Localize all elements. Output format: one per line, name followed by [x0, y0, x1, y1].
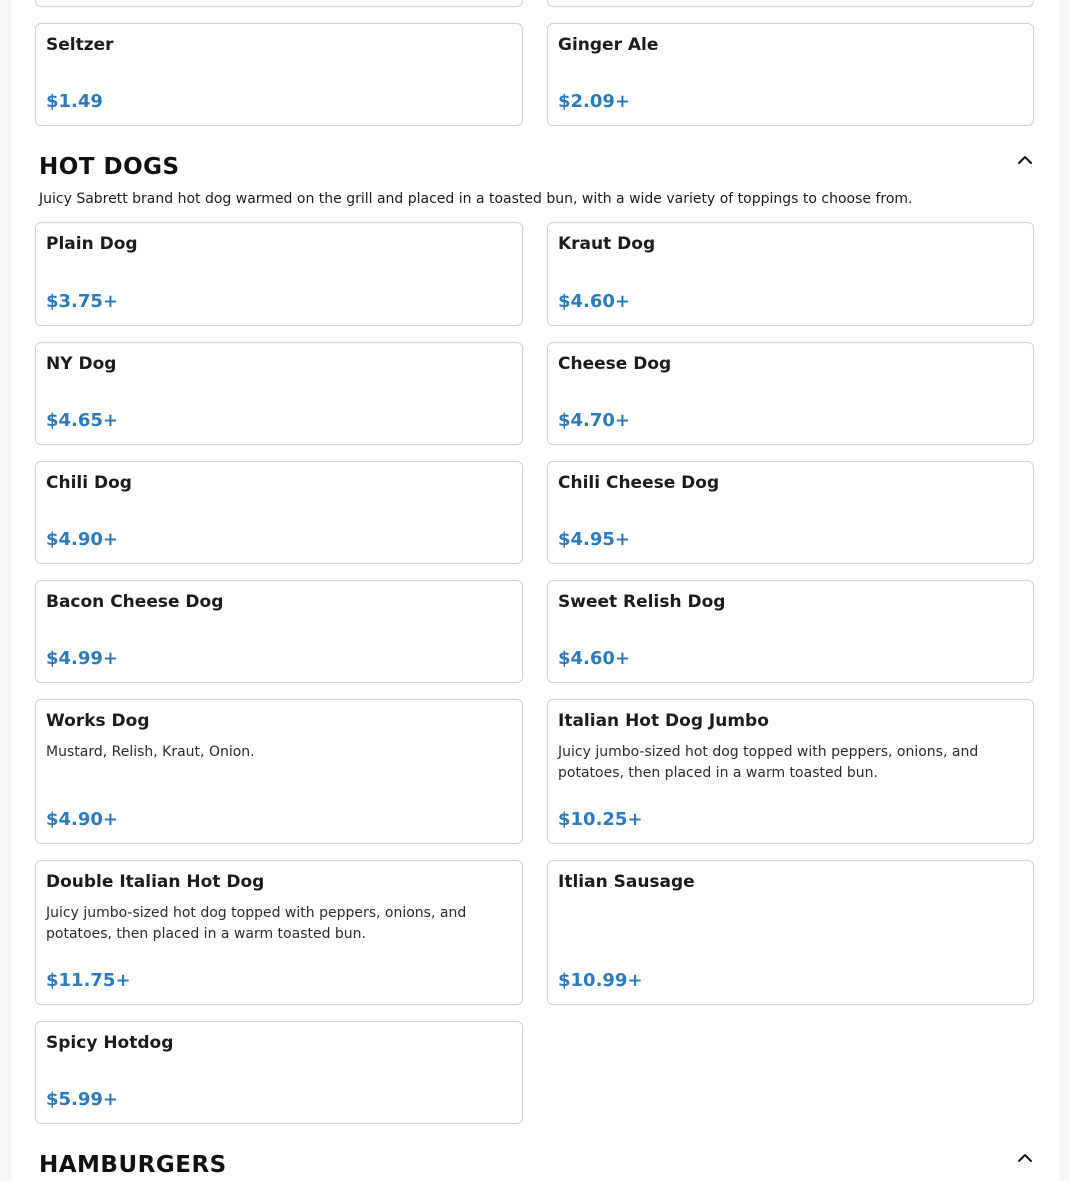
menu-item-name: Spicy Hotdog	[46, 1033, 174, 1053]
menu-item-description: Juicy jumbo-sized hot dog topped with peppers, onions, and potatoes, then placed in a warm toasted bun.	[46, 905, 467, 942]
section-description-hot-dogs: Juicy Sabrett brand hot dog warmed on the grill and placed in a toasted bun, with a wide variety of toppings to choose from.	[39, 191, 913, 207]
menu-item-card[interactable]	[35, 699, 523, 844]
menu-item-price: $5.99+	[46, 1089, 119, 1110]
menu-item-price: $1.49	[46, 91, 103, 112]
menu-item-name: Itlian Sausage	[558, 872, 695, 892]
menu-item-card[interactable]	[35, 580, 523, 683]
menu-item-price: $4.90+	[46, 809, 119, 830]
menu-item-name: Plain Dog	[46, 234, 138, 254]
menu-item-name: Cheese Dog	[558, 354, 672, 374]
menu-item-name: Sweet Relish Dog	[558, 592, 726, 612]
section-title-hot-dogs: HOT DOGS	[39, 154, 180, 180]
menu-item-name: Italian Hot Dog Jumbo	[558, 711, 769, 731]
menu-item-price: $10.25+	[558, 809, 643, 830]
menu-item-card-partial[interactable]	[35, 0, 523, 7]
menu-item-price: $4.60+	[558, 291, 631, 312]
menu-item-card[interactable]	[547, 860, 1034, 1005]
menu-item-card[interactable]	[547, 342, 1034, 445]
menu-item-name: NY Dog	[46, 354, 117, 374]
menu-item-price: $11.75+	[46, 970, 131, 991]
menu-item-name: Works Dog	[46, 711, 150, 731]
menu-item-price: $10.99+	[558, 970, 643, 991]
menu-item-name: Chili Dog	[46, 473, 132, 493]
menu-item-card[interactable]	[547, 461, 1034, 564]
menu-item-card[interactable]	[35, 23, 523, 126]
menu-item-card[interactable]	[35, 222, 523, 326]
menu-item-name: Bacon Cheese Dog	[46, 592, 224, 612]
menu-item-description: Mustard, Relish, Kraut, Onion.	[46, 744, 255, 760]
menu-item-card[interactable]	[547, 580, 1034, 683]
menu-item-price: $4.70+	[558, 410, 631, 431]
menu-item-name: Double Italian Hot Dog	[46, 872, 265, 892]
menu-item-card[interactable]	[547, 222, 1034, 326]
menu-item-name: Chili Cheese Dog	[558, 473, 720, 493]
menu-item-card[interactable]	[35, 342, 523, 445]
menu-item-description: Juicy jumbo-sized hot dog topped with peppers, onions, and potatoes, then placed in a warm toasted bun.	[558, 744, 979, 781]
menu-item-card[interactable]	[547, 699, 1034, 844]
menu-item-price: $4.99+	[46, 648, 119, 669]
menu-item-price: $2.09+	[558, 91, 631, 112]
menu-item-price: $4.60+	[558, 648, 631, 669]
chevron-up-icon[interactable]	[1016, 1151, 1034, 1165]
menu-item-name: Ginger Ale	[558, 35, 659, 55]
menu-item-card[interactable]	[547, 23, 1034, 126]
menu-item-card[interactable]	[35, 461, 523, 564]
menu-item-price: $3.75+	[46, 291, 119, 312]
section-title-hamburgers: HAMBURGERS	[39, 1152, 227, 1178]
menu-item-card[interactable]	[35, 1021, 523, 1124]
menu-item-price: $4.95+	[558, 529, 631, 550]
menu-item-price: $4.65+	[46, 410, 119, 431]
menu-item-card[interactable]	[35, 860, 523, 1005]
menu-item-price: $4.90+	[46, 529, 119, 550]
menu-item-name: Kraut Dog	[558, 234, 656, 254]
menu-item-card-partial[interactable]	[547, 0, 1034, 7]
menu-item-name: Seltzer	[46, 35, 114, 55]
chevron-up-icon[interactable]	[1016, 153, 1034, 167]
